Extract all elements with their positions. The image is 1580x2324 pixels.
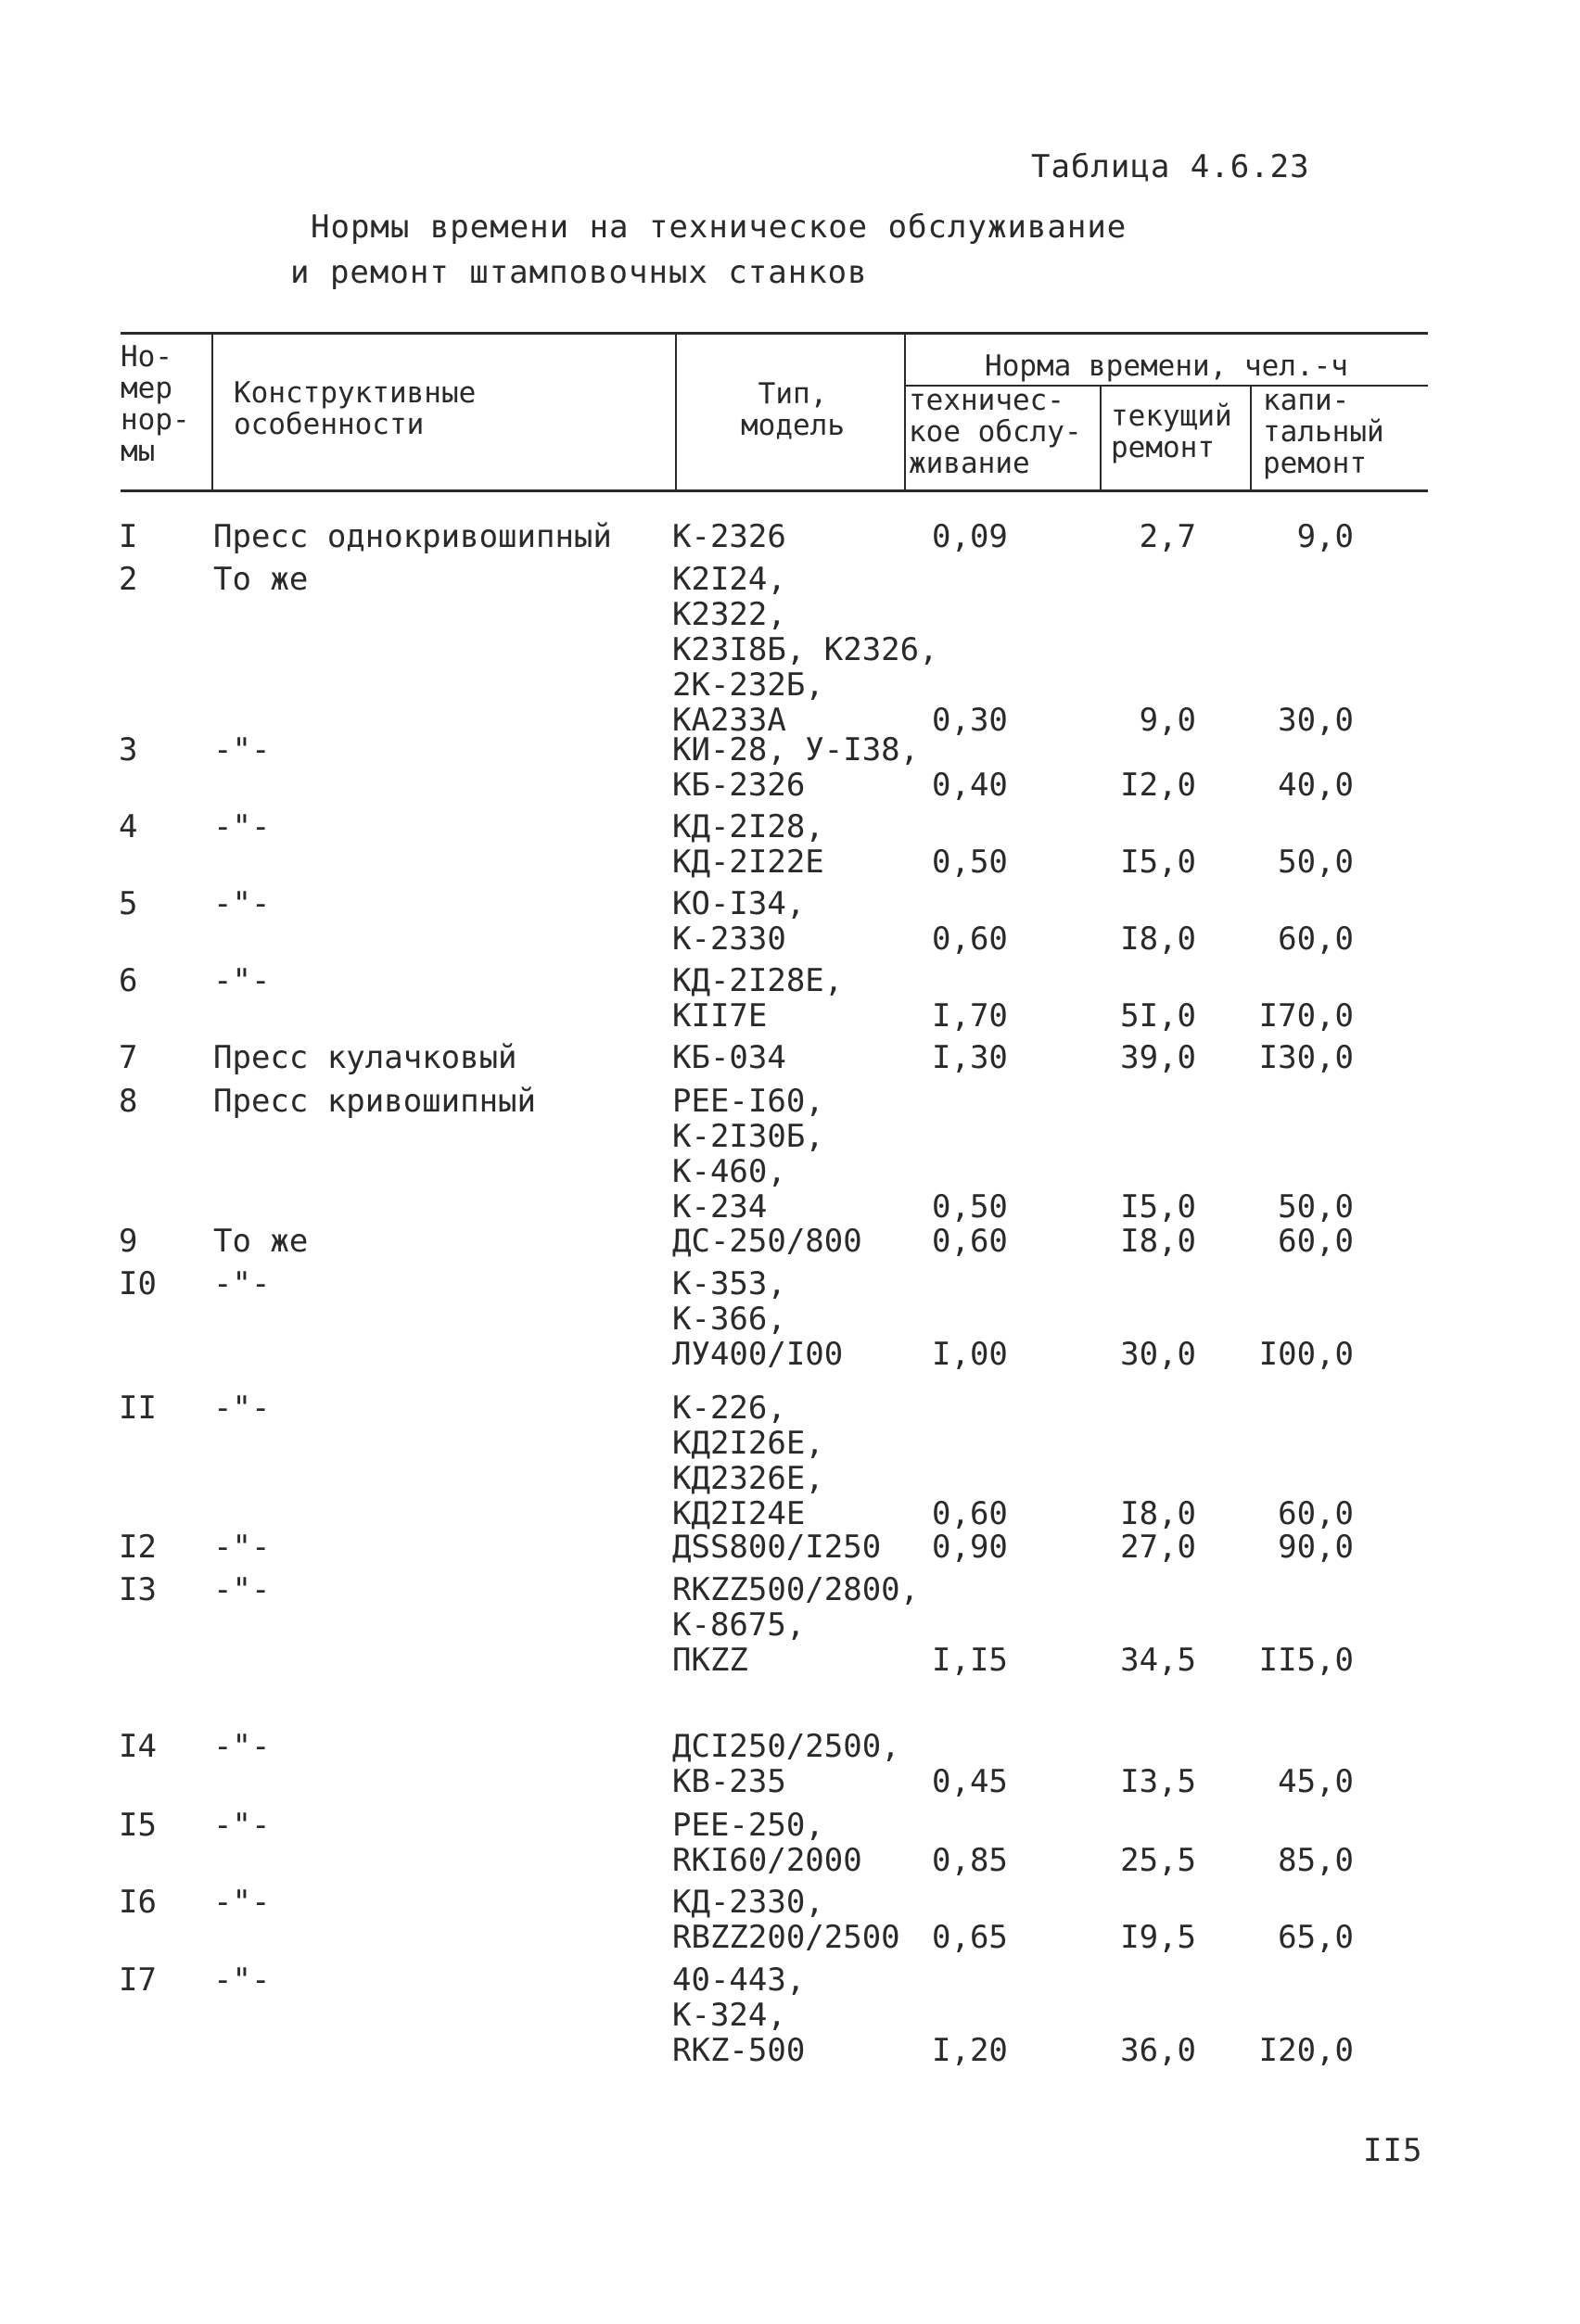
row-number: I5 [119, 1807, 157, 1844]
row-maintenance: 0,85 [932, 1842, 1008, 1879]
row-model: К-460, [672, 1153, 786, 1190]
row-model: РЕЕ-250, [672, 1807, 824, 1844]
row-feature: -"- [213, 1390, 271, 1427]
row-current-repair: 5I,0 [1120, 997, 1196, 1035]
header-norm-group: Норма времени, чел.-ч [985, 349, 1348, 383]
row-current-repair: 34,5 [1120, 1642, 1196, 1679]
row-number: I2 [119, 1529, 157, 1566]
row-model: 2К-232Б, [672, 667, 824, 704]
row-current-repair: I3,5 [1120, 1763, 1196, 1800]
row-current-repair: I9,5 [1120, 1919, 1196, 1956]
row-feature: -"- [213, 1529, 271, 1566]
row-model: КИ-28, У-I38, [672, 731, 920, 768]
row-number: 9 [119, 1223, 138, 1260]
row-number: 8 [119, 1083, 138, 1120]
row-maintenance: I,20 [932, 2032, 1008, 2069]
row-maintenance: 0,50 [932, 844, 1008, 881]
col-divider-5 [1250, 387, 1252, 489]
row-model: К-2326 [672, 518, 786, 555]
row-number: 7 [119, 1039, 138, 1076]
row-capital-repair: I30,0 [1258, 1039, 1354, 1076]
row-current-repair: I5,0 [1120, 1188, 1196, 1225]
row-current-repair: I8,0 [1120, 921, 1196, 958]
row-maintenance: 0,45 [932, 1763, 1008, 1800]
table-label: Таблица 4.6.23 [1031, 148, 1310, 185]
row-maintenance: I,70 [932, 997, 1008, 1035]
row-model: К-2I30Б, [672, 1118, 824, 1155]
row-feature: -"- [213, 1728, 271, 1765]
row-number: I4 [119, 1728, 157, 1765]
row-capital-repair: 60,0 [1278, 1223, 1354, 1260]
row-number: I6 [119, 1884, 157, 1921]
row-model: RBZZ200/2500 [672, 1919, 900, 1956]
table-title-line1: Нормы времени на техническое обслуживание [311, 209, 1128, 246]
row-capital-repair: I70,0 [1258, 997, 1354, 1035]
row-feature: Пресс однокривошипный [213, 518, 612, 555]
row-model: ЛУ400/I00 [672, 1336, 844, 1373]
row-capital-repair: 50,0 [1278, 1188, 1354, 1225]
row-maintenance: 0,90 [932, 1529, 1008, 1566]
row-model: ДС-250/800 [672, 1223, 862, 1260]
row-feature: -"- [213, 808, 271, 845]
row-current-repair: 36,0 [1120, 2032, 1196, 2069]
row-model: RKI60/2000 [672, 1842, 862, 1879]
row-number: 2 [119, 561, 138, 598]
row-feature: -"- [213, 1265, 271, 1302]
row-capital-repair: II5,0 [1258, 1642, 1354, 1679]
row-model: КА233А [672, 702, 786, 739]
header-capital-repair: капи- тальный ремонт [1263, 384, 1384, 480]
row-number: I0 [119, 1265, 157, 1302]
row-current-repair: 27,0 [1120, 1529, 1196, 1566]
row-feature: Пресс кривошипный [213, 1083, 536, 1120]
row-feature: -"- [213, 1807, 271, 1844]
col-divider-3 [904, 334, 906, 489]
row-feature: -"- [213, 1962, 271, 1999]
col-divider-4 [1100, 387, 1102, 489]
row-capital-repair: 60,0 [1278, 1495, 1354, 1532]
row-model: КБ-034 [672, 1039, 786, 1076]
page-number: II5 [1363, 2132, 1423, 2169]
row-capital-repair: 60,0 [1278, 921, 1354, 958]
row-feature: -"- [213, 731, 271, 768]
row-feature: -"- [213, 962, 271, 999]
header-num: Но- мер нор- мы [121, 340, 190, 468]
row-capital-repair: 40,0 [1278, 767, 1354, 804]
row-number: 5 [119, 885, 138, 922]
header-current-repair: текущий ремонт [1111, 400, 1232, 464]
row-model: К-226, [672, 1390, 786, 1427]
row-model: КД-2330, [672, 1884, 824, 1921]
row-number: I [119, 518, 138, 555]
row-current-repair: I2,0 [1120, 767, 1196, 804]
row-capital-repair: 85,0 [1278, 1842, 1354, 1879]
row-model: КII7Е [672, 997, 768, 1035]
row-feature: -"- [213, 1571, 271, 1608]
row-model: К-8675, [672, 1606, 806, 1644]
row-model: К-366, [672, 1301, 786, 1338]
row-current-repair: 25,5 [1120, 1842, 1196, 1879]
row-number: 4 [119, 808, 138, 845]
row-maintenance: 0,40 [932, 767, 1008, 804]
row-model: К2322, [672, 596, 786, 633]
row-capital-repair: 45,0 [1278, 1763, 1354, 1800]
row-model: RKZZ500/2800, [672, 1571, 920, 1608]
row-feature: -"- [213, 885, 271, 922]
row-capital-repair: 65,0 [1278, 1919, 1354, 1956]
row-model: КД-2I22Е [672, 844, 824, 881]
row-model: КД2I26Е, [672, 1425, 824, 1462]
row-number: 6 [119, 962, 138, 999]
row-maintenance: 0,65 [932, 1919, 1008, 1956]
row-model: КО-I34, [672, 885, 806, 922]
row-model: К-324, [672, 1997, 786, 2034]
row-model: КБ-2326 [672, 767, 806, 804]
row-number: I3 [119, 1571, 157, 1608]
row-model: КВ-235 [672, 1763, 786, 1800]
row-current-repair: 30,0 [1120, 1336, 1196, 1373]
row-current-repair: I8,0 [1120, 1223, 1196, 1260]
row-model: КД-2I28Е, [672, 962, 844, 999]
row-maintenance: 0,50 [932, 1188, 1008, 1225]
row-current-repair: 9,0 [1139, 702, 1196, 739]
col-divider-2 [675, 334, 677, 489]
row-model: К23I8Б, К2326, [672, 631, 938, 668]
row-model: К-234 [672, 1188, 768, 1225]
header-bottom-rule [121, 489, 1428, 492]
row-current-repair: I5,0 [1120, 844, 1196, 881]
row-model: К-353, [672, 1265, 786, 1302]
row-maintenance: 0,60 [932, 1495, 1008, 1532]
row-current-repair: 2,7 [1139, 518, 1196, 555]
row-model: КД2I24Е [672, 1495, 806, 1532]
row-capital-repair: 90,0 [1278, 1529, 1354, 1566]
row-model: РЕЕ-I60, [672, 1083, 824, 1120]
row-feature: То же [213, 1223, 309, 1260]
row-number: I7 [119, 1962, 157, 1999]
row-capital-repair: I20,0 [1258, 2032, 1354, 2069]
row-maintenance: 0,30 [932, 702, 1008, 739]
row-feature: Пресс кулачковый [213, 1039, 517, 1076]
row-maintenance: 0,60 [932, 1223, 1008, 1260]
table-top-rule [121, 332, 1428, 335]
row-maintenance: I,30 [932, 1039, 1008, 1076]
row-maintenance: I,00 [932, 1336, 1008, 1373]
row-feature: То же [213, 561, 309, 598]
col-divider-1 [211, 334, 213, 489]
row-model: КД-2I28, [672, 808, 824, 845]
row-model: ПКZZ [672, 1642, 748, 1679]
row-number: II [119, 1390, 157, 1427]
header-maintenance: техничес- кое обслу- живание [909, 384, 1082, 480]
row-model: 40-443, [672, 1962, 806, 1999]
row-feature: -"- [213, 1884, 271, 1921]
table-title-line2: и ремонт штамповочных станков [290, 254, 868, 291]
row-model: ДSS800/I250 [672, 1529, 882, 1566]
row-maintenance: 0,09 [932, 518, 1008, 555]
row-capital-repair: 9,0 [1296, 518, 1354, 555]
row-model: К2I24, [672, 561, 786, 598]
row-model: КД2326Е, [672, 1460, 824, 1497]
header-model: Тип, модель [741, 377, 845, 442]
row-capital-repair: I00,0 [1258, 1336, 1354, 1373]
row-model: К-2330 [672, 921, 786, 958]
row-maintenance: 0,60 [932, 921, 1008, 958]
row-capital-repair: 30,0 [1278, 702, 1354, 739]
row-number: 3 [119, 731, 138, 768]
row-capital-repair: 50,0 [1278, 844, 1354, 881]
row-current-repair: 39,0 [1120, 1039, 1196, 1076]
row-model: RKZ-500 [672, 2032, 806, 2069]
row-maintenance: I,I5 [932, 1642, 1008, 1679]
row-current-repair: I8,0 [1120, 1495, 1196, 1532]
header-features: Конструктивные особенности [234, 376, 477, 441]
row-model: ДСI250/2500, [672, 1728, 900, 1765]
